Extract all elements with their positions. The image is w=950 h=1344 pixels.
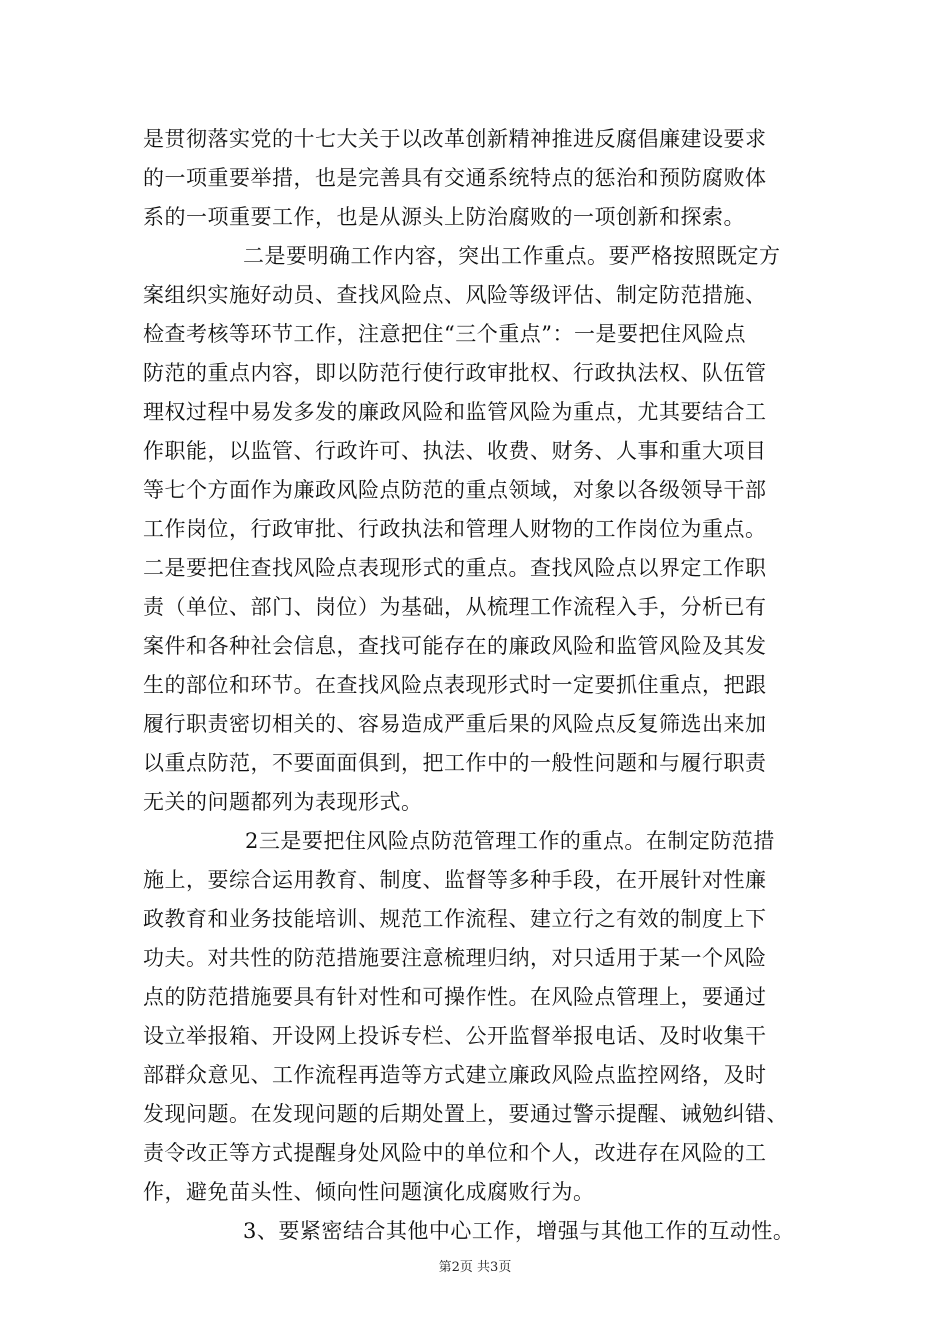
paragraph-start-line: 3、要紧密结合其他中心工作，增强与其他工作的互动性。 bbox=[243, 1219, 795, 1243]
text-line: 检查考核等环节工作，注意把住“三个重点”：一是要把住风险点 bbox=[143, 322, 746, 346]
text-line: 无关的问题都列为表现形式。 bbox=[143, 790, 423, 814]
text-line: 是贯彻落实党的十七大关于以改革创新精神推进反腐倡廉建设要求 bbox=[143, 127, 767, 151]
text-line: 等七个方面作为廉政风险点防范的重点领域，对象以各级领导干部 bbox=[143, 478, 767, 502]
text-line: 施上，要综合运用教育、制度、监督等多种手段，在开展针对性廉 bbox=[143, 868, 767, 892]
text-line: 履行职责密切相关的、容易造成严重后果的风险点反复筛选出来加 bbox=[143, 712, 767, 736]
text-line: 二是要把住查找风险点表现形式的重点。查找风险点以界定工作职 bbox=[143, 556, 767, 580]
text-line: 案件和各种社会信息，查找可能存在的廉政风险和监管风险及其发 bbox=[143, 634, 767, 658]
text-line: 生的部位和环节。在查找风险点表现形式时一定要抓住重点，把跟 bbox=[143, 673, 767, 697]
text-line: 理权过程中易发多发的廉政风险和监管风险为重点，尤其要结合工 bbox=[143, 400, 767, 424]
text-line: 政教育和业务技能培训、规范工作流程、建立行之有效的制度上下 bbox=[143, 907, 767, 931]
text-line: 责令改正等方式提醒身处风险中的单位和个人，改进存在风险的工 bbox=[143, 1141, 767, 1165]
text-line: 发现问题。在发现问题的后期处置上，要通过警示提醒、诫勉纠错、 bbox=[143, 1102, 788, 1126]
text-line: 作，避免苗头性、倾向性问题演化成腐败行为。 bbox=[143, 1180, 595, 1204]
text-line: 的一项重要举措，也是完善具有交通系统特点的惩治和预防腐败体 bbox=[143, 166, 767, 190]
page-number-footer: 第2页 共3页 bbox=[438, 1260, 512, 1275]
text-line: 以重点防范，不要面面俱到，把工作中的一般性问题和与履行职责 bbox=[143, 751, 767, 775]
text-line: 作职能，以监管、行政许可、执法、收费、财务、人事和重大项目 bbox=[143, 439, 767, 463]
text-line: 责（单位、部门、岗位）为基础，从梳理工作流程入手，分析已有 bbox=[143, 595, 767, 619]
text-line: 防范的重点内容，即以防范行使行政审批权、行政执法权、队伍管 bbox=[143, 361, 767, 385]
text-line: 案组织实施好动员、查找风险点、风险等级评估、制定防范措施、 bbox=[143, 283, 767, 307]
text-line: 设立举报箱、开设网上投诉专栏、公开监督举报电话、及时收集干 bbox=[143, 1024, 767, 1048]
text-line: 系的一项重要工作，也是从源头上防治腐败的一项创新和探索。 bbox=[143, 205, 745, 229]
text-line: 点的防范措施要具有针对性和可操作性。在风险点管理上，要通过 bbox=[143, 985, 767, 1009]
text-line: 部群众意见、工作流程再造等方式建立廉政风险点监控网络，及时 bbox=[143, 1063, 767, 1087]
paragraph-start-line: 二是要明确工作内容，突出工作重点。要严格按照既定方 bbox=[243, 244, 781, 268]
paragraph-start-line: 2三是要把住风险点防范管理工作的重点。在制定防范措 bbox=[245, 829, 775, 853]
text-line: 功夫。对共性的防范措施要注意梳理归纳，对只适用于某一个风险 bbox=[143, 946, 767, 970]
text-line: 工作岗位，行政审批、行政执法和管理人财物的工作岗位为重点。 bbox=[143, 517, 767, 541]
